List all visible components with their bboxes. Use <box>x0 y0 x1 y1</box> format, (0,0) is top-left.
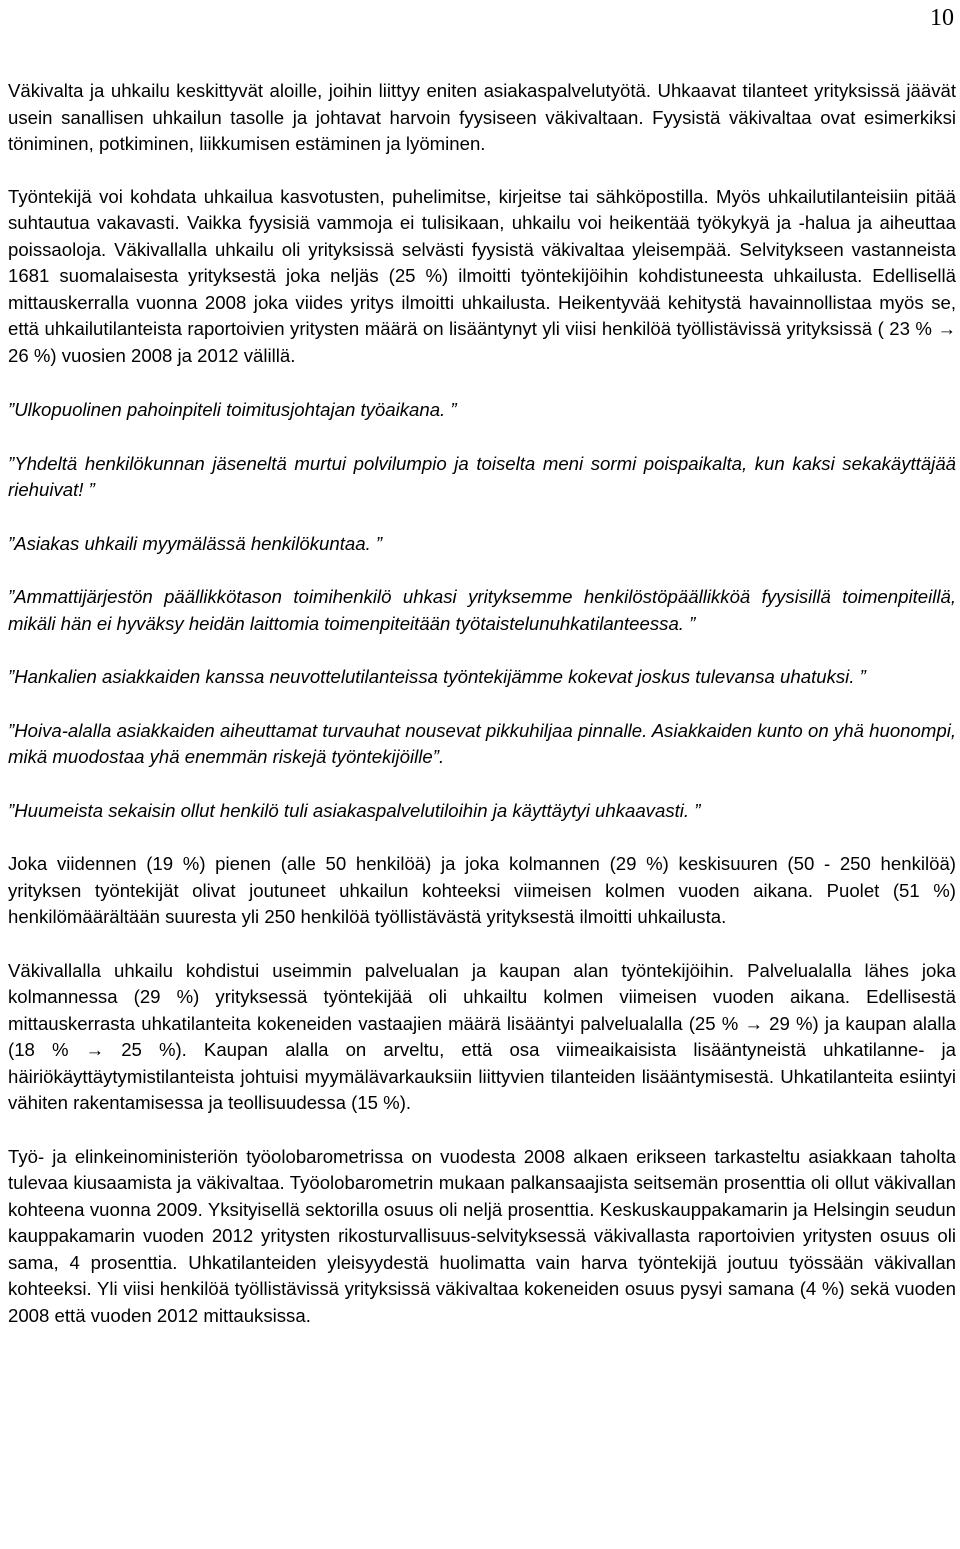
paragraph-threat-forms: Työntekijä voi kohdata uhkailua kasvotusten, puhelimitse, kirjeitse tai sähköpostilla. Myös uhkailutilanteisiin pitää suhtautua vakavasti. Vaikka fyysisiä vammoja ei tulisikaan, uhkailu voi heikentää työkykyä ja -halua ja aiheuttaa poissaoloja. Väkivallalla uhkailu oli yrityksissä selvästi fyysistä väkivaltaa yleisempää. Selvitykseen vastanneista 1681 suomalaisesta yrityksestä joka neljäs (25 %) ilmoitti työntekijöihin kohdistuneesta uhkailusta. Edellisellä mittauskerralla vuonna 2008 joka viides yritys ilmoitti uhkailusta. Heikentyvää kehitystä havainnollistaa myös se, että uhkailutilanteista raportoivien yritysten määrä on lisääntynyt yli viisi henkilöä työllistävissä yrityksissä ( 23 % → 26 %) vuosien 2008 ja 2012 välillä. <box>8 185 956 366</box>
quote-assault: ”Ulkopuolinen pahoinpiteli toimitusjohtajan työaikana. ” <box>8 399 457 420</box>
quote-difficult-customers: ”Hankalien asiakkaiden kanssa neuvottelutilanteissa työntekijämme kokevat joskus tulevansa uhatuksi. ” <box>8 666 866 687</box>
document-body <box>8 78 956 1329</box>
page-number: 10 <box>930 5 954 31</box>
quote-kneecap: ”Yhdeltä henkilökunnan jäseneltä murtui polvilumpio ja toiselta meni sormi poispaikalta, kun kaksi sekakäyttäjää riehuivat! ” <box>8 452 956 500</box>
paragraph-violence-intro: Väkivalta ja uhkailu keskittyvät aloille, joihin liittyy eniten asiakaspalvelutyötä. Uhkaavat tilanteet yrityksissä jäävät usein sanallisen uhkailun tasolle ja johtavat harvoin fyysiseen väkivaltaan. Fyysistä väkivaltaa ovat esimerkiksi töniminen, potkiminen, liikkumisen estäminen ja lyöminen. <box>8 80 956 154</box>
paragraph-service-sector: Väkivallalla uhkailu kohdistui useimmin palvelualan ja kaupan alan työntekijöihin. Palvelualalla lähes joka kolmannessa (29 %) yrityksessä työntekijää oli uhkailtu kolmen viimeisen vuoden aikana. Edellisestä mittauskerrasta uhkatilanteita kokeneiden vastaajien määrä lisääntyi palvelualalla (25 % → 29 %) ja kaupan alalla (18 % → 25 %). Kaupan alalla on arveltu, että osa viimeaikaisista lisääntyneistä uhkatilanne- ja häiriökäyttäytymistilanteista johtuisi myymälävarkauksiin liittyvien tilanteiden lisääntymisestä. Uhkatilanteita esiintyi vähiten rakentamisessa ja teollisuudessa (15 %). <box>8 959 956 1113</box>
quote-care-sector: ”Hoiva-alalla asiakkaiden aiheuttamat turvauhat nousevat pikkuhiljaa pinnalle. Asiakkaiden kunto on yhä huonompi, mikä muodostaa yhä enemmän riskejä työntekijöille”. <box>8 719 956 767</box>
paragraph-work-barometer: Työ- ja elinkeinoministeriön työolobarometrissa on vuodesta 2008 alkaen erikseen tarkasteltu asiakkaan taholta tulevaa kiusaamista ja väkivaltaa. Työolobarometrin mukaan palkansaajista seitsemän prosenttia oli ollut väkivallan kohteena vuonna 2009. Yksityisellä sektorilla osuus oli neljä prosenttia. Keskuskauppakamarin ja Helsingin seudun kauppakamarin vuoden 2012 yritysten rikosturvallisuus-selvityksessä väkivallasta raportoivien yritysten osuus oli sama, 4 prosenttia. Uhkatilanteiden yleisyydestä huolimatta vain harva työntekijä joutuu työssään väkivallan kohteeksi. Yli viisi henkilöä työllistävissä yrityksissä väkivaltaa kokeneiden osuus pysyi samana (4 %) sekä vuoden 2008 että vuoden 2012 mittauksissa. <box>8 1145 956 1326</box>
quote-drugged-person: ”Huumeista sekaisin ollut henkilö tuli asiakaspalvelutiloihin ja käyttäytyi uhkaavasti. ” <box>8 799 701 821</box>
paragraph-company-size: Joka viidennen (19 %) pienen (alle 50 henkilöä) ja joka kolmannen (29 %) keskisuuren (50 - 250 henkilöä) yrityksen työntekijät olivat joutuneet uhkailun kohteeksi viimeisen kolmen vuoden aikana. Puolet (51 %) henkilömäärältään suuresta yli 250 henkilöä työllistävästä yrityksestä ilmoitti uhkailusta. <box>8 853 956 927</box>
quote-store-threat: ”Asiakas uhkaili myymälässä henkilökuntaa. ” <box>8 532 383 554</box>
quote-union-official: ”Ammattijärjestön päällikkötason toimihenkilö uhkasi yrityksemme henkilöstöpäällikköä fyysisillä toimenpiteillä, mikäli hän ei hyväksy heidän laittomia toimenpiteitään työtaistelunuhkatilanteessa. ” <box>8 586 956 634</box>
